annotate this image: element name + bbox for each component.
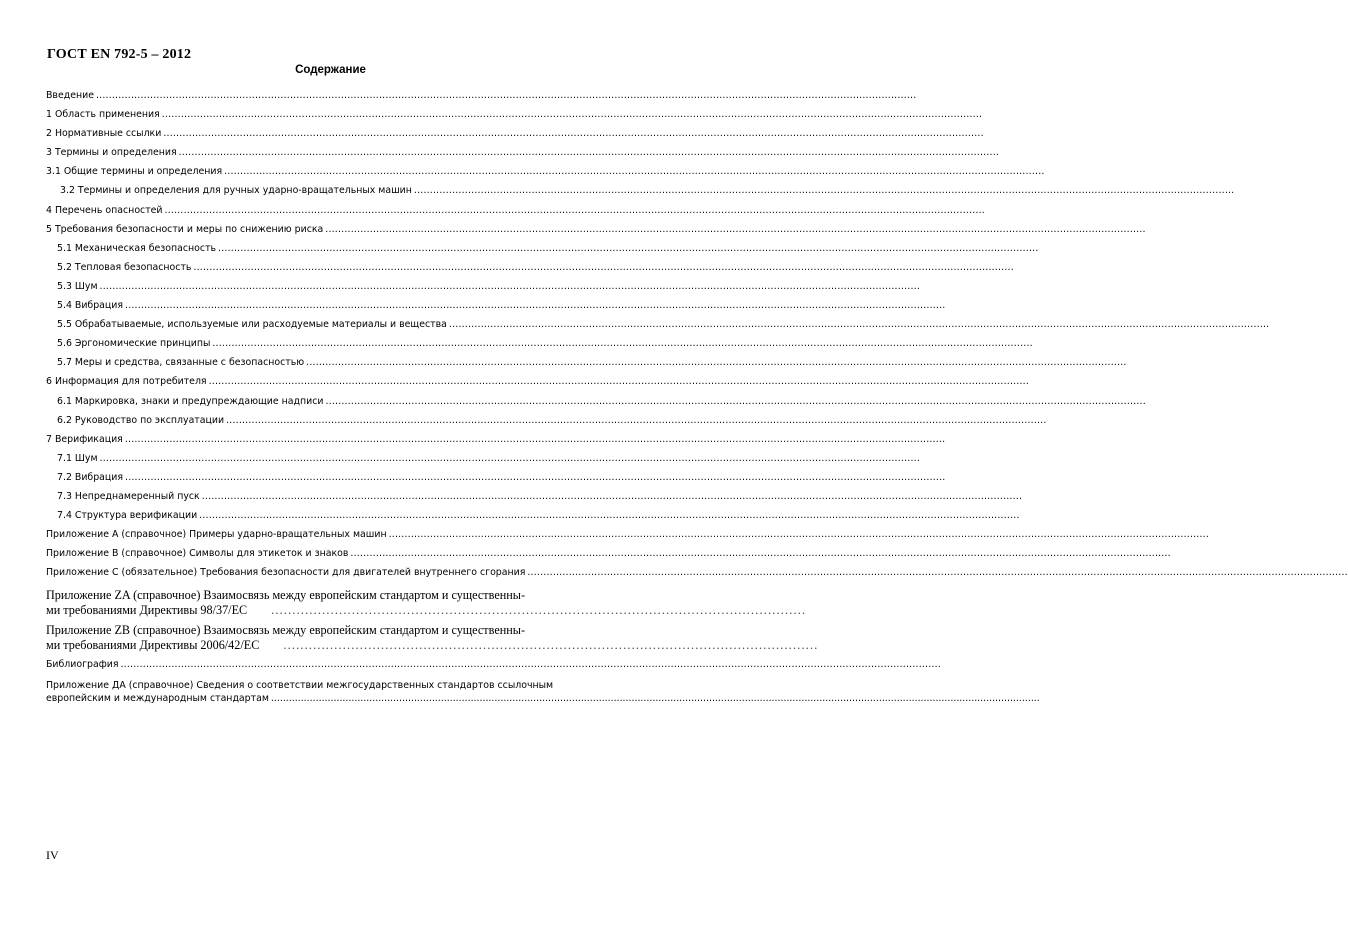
toc-entry-6[interactable] [46,376,1030,395]
toc-entry-text: Библиография [46,658,119,670]
toc-entry-annex-b[interactable] [46,548,1171,567]
toc-entry-text-continued: европейским и международным стандартам [46,692,269,704]
dot-leader: .................................................................................................................................................................................................................................................................. [413,185,1235,197]
dot-leader: .................................................................................................................................................................................................................................................................. [448,319,1270,331]
toc-entry-text: 5.6 Эргономические принципы [57,338,211,350]
toc-title: Содержание [295,64,366,76]
dot-leader: .................................................................................................................................................................................................................................................................. [120,658,941,670]
toc-entry-annex-zb[interactable] [46,623,819,653]
toc-entry-text: 5.7 Меры и средства, связанные с безопасностью [57,357,305,369]
toc-entry-annex-za[interactable] [46,588,807,618]
toc-entry-text: 2 Нормативные ссылки [46,128,162,140]
toc-entry-3-2[interactable] [46,185,1235,204]
toc-entry-text: 5.3 Шум [57,280,98,292]
dot-leader: .................................................................................................................................................................................................................................................................. [99,452,920,464]
toc-entry-3-1[interactable] [46,166,1045,185]
dot-leader: .................................................................................................................................................................................................................................................................. [325,223,1146,235]
toc-entry-text: 3.2 Термины и определения для ручных ударно-вращательных машин [60,185,412,197]
dot-leader: .................................................................................................................................................................................................................................................................. [178,147,1000,159]
toc-entry-text-continued: ми требованиями Директивы 2006/42/ЕС [46,637,260,652]
toc-entry-text: Приложение ZA (справочное) Взаимосвязь между европейским стандартом и существенны- [46,588,526,603]
dot-leader: .................................................................................................................................................................................................................................................................. [193,261,1014,273]
toc-entry-text-continued: ми требованиями Директивы 98/37/ЕС [46,603,248,618]
toc-entry-5-4[interactable] [46,300,946,319]
dot-leader: .................................................................................................................................................................................................................................................................. [224,166,1045,178]
dot-leader: .................................................................................................................................................................................................................................................................. [226,414,1047,426]
dot-leader: .................................................................................................................................................................................................................................................................. [325,395,1146,407]
toc-entry-text: 3 Термины и определения [46,147,177,159]
toc-entry-7-1[interactable] [46,452,920,472]
toc-entry-7[interactable] [46,433,946,453]
toc-entry-text: 6.1 Маркировка, знаки и предупреждающие надписи [57,395,324,407]
toc-entry-text: Приложение А (справочное) Примеры ударно-вращательных машин [46,529,387,541]
page-number: IV [46,848,59,862]
toc-entry-7-4[interactable] [46,510,1020,529]
toc-entry-4[interactable] [46,204,985,224]
toc-entry-5-3[interactable] [46,280,920,300]
toc-entry-text: 7.2 Вибрация [57,471,124,483]
toc-entry-text: 1 Область применения [46,109,160,121]
toc-entry-2[interactable] [46,128,984,147]
toc-entry-text: 6.2 Руководство по эксплуатации [57,414,225,426]
toc-entry-5-5[interactable] [46,319,1270,338]
dot-leader: .................................................................................................................................................................................................................................................................. [199,510,1020,522]
dot-leader: .................................................................................................................................................................................................................................................................. [306,357,1127,369]
toc-entry-text: Приложение В (справочное) Символы для этикеток и знаков [46,548,349,560]
toc-entry-text: Приложение С (обязательное) Требования безопасности для двигателей внутреннего сгорания [46,567,526,579]
toc-entry-annex-c[interactable] [46,567,1348,586]
toc-entry-text: 7 Верификация [46,433,123,445]
toc-entry-5-7[interactable] [46,357,1127,376]
dot-leader: .................................................................................................................................................................................................................................................................. [163,128,984,140]
toc-entry-text: Введение [46,90,94,101]
dot-leader: .................................................................................................................................................................................................................................................................. [125,471,946,483]
toc-entry-bibliography[interactable] [46,658,941,678]
toc-entry-5[interactable] [46,223,1146,243]
toc-entry-text: 6 Информация для потребителя [46,376,207,388]
toc-entry-7-2[interactable] [46,471,946,491]
dot-leader: .................................................................................................................................................................................................................................................................. [125,300,946,312]
dot-leader: .................................................................................................................................................................................................................................................................. [270,692,1040,704]
toc-entry-text: 7.4 Структура верификации [57,510,198,522]
toc-entry-1[interactable] [46,109,983,128]
toc-entry-annex-da[interactable] [46,679,1040,705]
dot-leader: .................................................................................................................................................................................................................................................................. [527,567,1348,579]
dot-leader: .................................................................................................................................................................................................................................................................. [388,529,1210,541]
dot-leader: .................................................................................................................................................................................................................................................................. [201,490,1023,502]
toc-entry-text: 4 Перечень опасностей [46,204,163,216]
dot-leader: .............................................................................................................................. [271,603,807,618]
dot-leader: .................................................................................................................................................................................................................................................................. [218,242,1039,254]
toc-entry-text: 5.1 Механическая безопасность [57,242,217,254]
toc-entry-text: 5.2 Тепловая безопасность [57,261,192,273]
toc-entry-5-2[interactable] [46,261,1014,281]
dot-leader: .................................................................................................................................................................................................................................................................. [95,90,917,101]
toc-entry-5-6[interactable] [46,338,1033,357]
dot-leader: .................................................................................................................................................................................................................................................................. [99,280,920,292]
toc-entry-text: Приложение ДА (справочное) Сведения о соответствии межгосударственных стандартов ссылочным [46,679,554,691]
toc-entry-text: Приложение ZB (справочное) Взаимосвязь между европейским стандартом и существенны- [46,623,526,638]
toc-entry-7-3[interactable] [46,490,1023,510]
toc-entry-6-2[interactable] [46,414,1047,434]
toc-entry-introduction[interactable] [46,90,917,109]
dot-leader: .................................................................................................................................................................................................................................................................. [208,376,1030,388]
document-code-header: ГОСТ EN 792-5 – 2012 [47,47,192,62]
toc-entry-3[interactable] [46,147,1000,166]
dot-leader: .............................................................................................................................. [283,637,819,652]
toc-entry-annex-a[interactable] [46,529,1210,548]
toc-entry-text: 5.4 Вибрация [57,300,124,312]
dot-leader: .................................................................................................................................................................................................................................................................. [161,109,983,121]
toc-entry-text: 3.1 Общие термины и определения [46,166,223,178]
table-of-contents [46,90,1348,705]
toc-entry-text: 7.3 Непреднамеренный пуск [57,490,200,502]
dot-leader: .................................................................................................................................................................................................................................................................. [212,338,1033,350]
toc-entry-6-1[interactable] [46,395,1146,415]
dot-leader: .................................................................................................................................................................................................................................................................. [350,548,1171,560]
toc-entry-text: 5.5 Обрабатываемые, используемые или расходуемые материалы и вещества [57,319,447,331]
toc-entry-5-1[interactable] [46,242,1039,262]
dot-leader: .................................................................................................................................................................................................................................................................. [164,204,985,216]
toc-entry-text: 7.1 Шум [57,452,98,464]
toc-entry-text: 5 Требования безопасности и меры по снижению риска [46,223,324,235]
dot-leader: .................................................................................................................................................................................................................................................................. [124,433,946,445]
